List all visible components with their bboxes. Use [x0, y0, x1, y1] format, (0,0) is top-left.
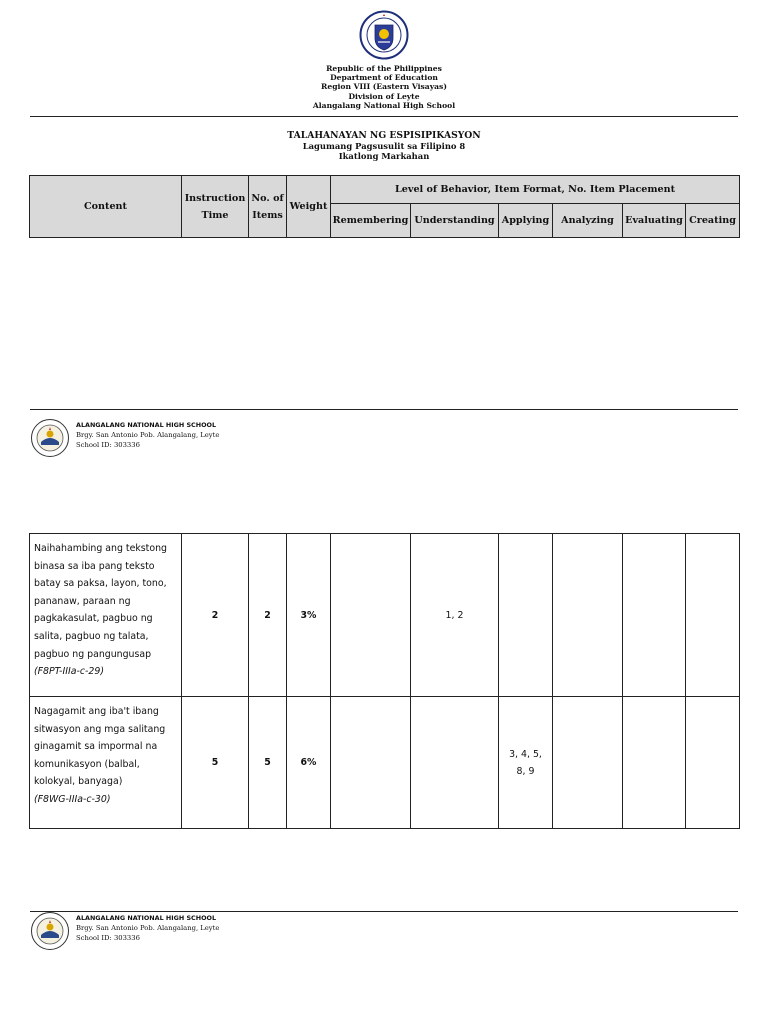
footer-school-id: School ID: 303336	[76, 934, 140, 942]
row-remembering	[331, 534, 411, 697]
row-applying	[499, 534, 553, 697]
row-creating	[686, 534, 740, 697]
competency-text: Nagagamit ang iba't ibang sitwasyon ang mga salitang ginagamit sa impormal na komunikasyon (balbal, kolokyal, banyaga)	[34, 706, 166, 788]
header-understanding: Understanding	[411, 204, 499, 238]
row-applying: 3, 4, 5, 8, 9	[499, 697, 553, 829]
header-line-region: Region VIII (Eastern Visayas)	[321, 82, 447, 92]
row-instruction-time: 2	[182, 534, 249, 697]
header-remembering: Remembering	[331, 204, 411, 238]
deped-seal-icon	[359, 10, 409, 60]
row-understanding: 1, 2	[411, 534, 499, 697]
header-line-school: Alangalang National High School	[312, 100, 456, 110]
table-row	[30, 534, 740, 697]
school-logo-icon	[30, 911, 70, 951]
header-analyzing: Analyzing	[553, 204, 623, 238]
row-evaluating	[623, 534, 686, 697]
footer-address: Brgy. San Antonio Pob. Alangalang, Leyte	[76, 431, 220, 439]
footer-address: Brgy. San Antonio Pob. Alangalang, Leyte	[76, 924, 220, 932]
header-evaluating: Evaluating	[623, 204, 686, 238]
document-quarter: Ikatlong Markahan	[338, 151, 430, 161]
document-title: TALAHANAYAN NG ESPISIPIKASYON	[287, 130, 481, 141]
row-weight: 3%	[287, 534, 331, 697]
header-creating: Creating	[686, 204, 740, 238]
row-no-of-items: 5	[249, 697, 287, 829]
header-line-republic: Republic of the Philippines	[326, 64, 442, 73]
header-line-department: Department of Education	[330, 73, 438, 83]
competency-code: (F8PT-IIIa-c-29)	[34, 666, 104, 678]
document-titles	[0, 130, 768, 161]
header-content: Content	[30, 176, 182, 238]
school-footer	[30, 903, 738, 947]
table-row	[30, 697, 740, 829]
header-level-of-behavior: Level of Behavior, Item Format, No. Item Placement	[331, 176, 740, 204]
competency-text: Naihahambing ang tekstong binasa sa iba pang teksto batay sa paksa, layon, tono, pananaw, paraan ng pagkakasulat, pagbuo ng salita, pagbuo ng talata, pagbuo ng pangungusap	[34, 543, 167, 660]
header-weight: Weight	[287, 176, 331, 238]
header-instruction-time: Instruction Time	[182, 176, 249, 238]
school-footer	[30, 410, 738, 454]
row-remembering	[331, 697, 411, 829]
header-divider	[30, 116, 738, 117]
row-creating	[686, 697, 740, 829]
row-analyzing	[553, 534, 623, 697]
header-no-of-items: No. of Items	[249, 176, 287, 238]
competency-code: (F8WG-IIIa-c-30)	[34, 793, 111, 805]
header-applying: Applying	[499, 204, 553, 238]
spec-table-header	[29, 175, 740, 238]
school-logo-icon	[30, 418, 70, 458]
row-content	[30, 534, 182, 697]
footer-school-id: School ID: 303336	[76, 441, 140, 449]
document-subtitle: Lagumang Pagsusulit sa Filipino 8	[302, 141, 466, 151]
footer-school-name: ALANGALANG NATIONAL HIGH SCHOOL	[76, 914, 217, 922]
footer-school-name: ALANGALANG NATIONAL HIGH SCHOOL	[76, 421, 217, 429]
row-weight: 6%	[287, 697, 331, 829]
header-line-division: Division of Leyte	[348, 91, 420, 101]
row-evaluating	[623, 697, 686, 829]
row-no-of-items: 2	[249, 534, 287, 697]
row-analyzing	[553, 697, 623, 829]
row-instruction-time: 5	[182, 697, 249, 829]
row-understanding	[411, 697, 499, 829]
spec-table-body	[29, 533, 740, 829]
letterhead	[0, 10, 768, 110]
row-content	[30, 697, 182, 829]
